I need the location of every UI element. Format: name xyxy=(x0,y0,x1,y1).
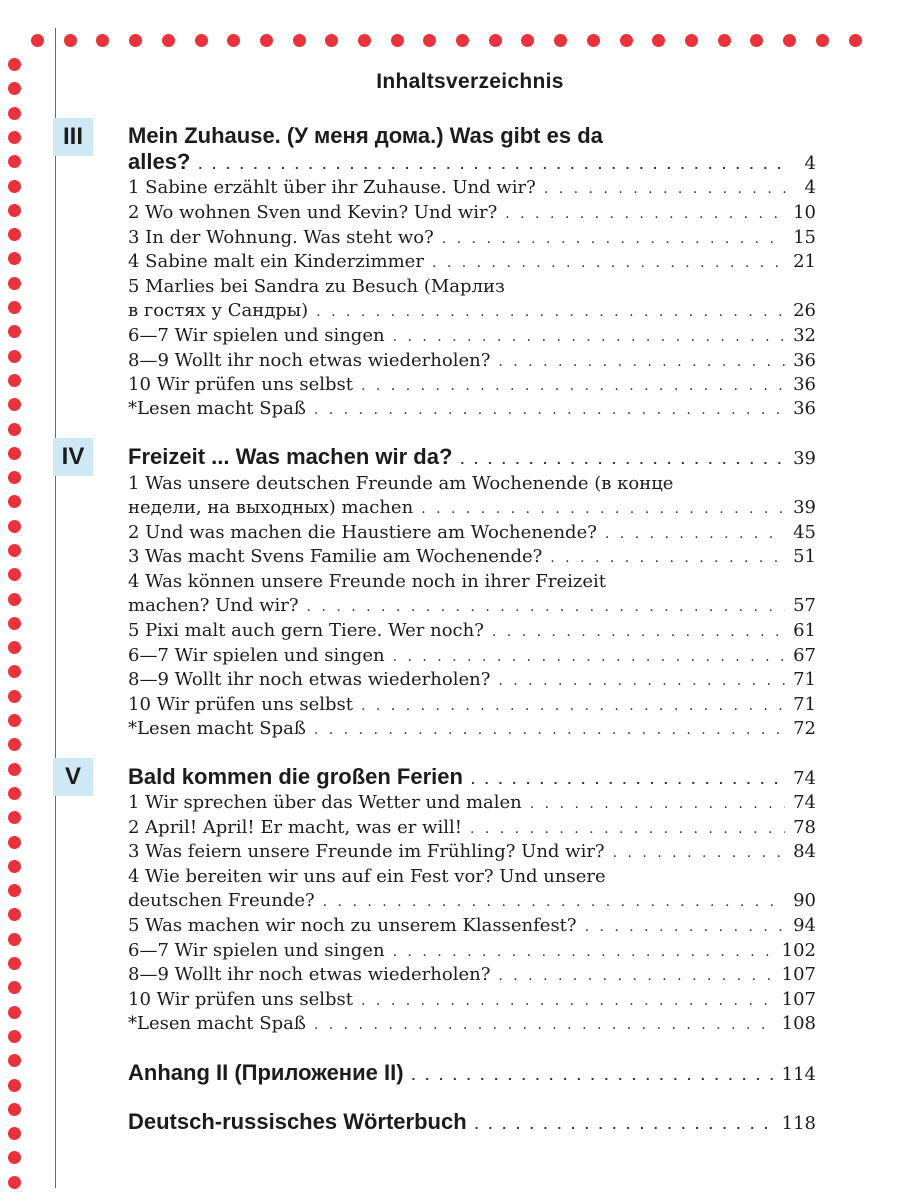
border-dot xyxy=(8,107,21,120)
border-dot xyxy=(8,1030,21,1043)
border-dot xyxy=(8,398,21,411)
border-dot xyxy=(8,1176,21,1189)
border-dot xyxy=(8,1127,21,1140)
toc-entry: *Lesen macht Spaß . . . 72 xyxy=(128,717,816,741)
border-dot xyxy=(260,34,273,47)
border-dot xyxy=(8,204,21,217)
appendix-entry: Anhang II (Приложение II) . . . 114 xyxy=(128,1058,816,1088)
toc-entry: 5 Pixi malt auch gern Tiere. Wer noch? . . . 61 xyxy=(128,619,816,643)
toc-entry: 10 Wir prüfen uns selbst . . . 71 xyxy=(128,693,816,717)
border-dot xyxy=(8,933,21,946)
toc-entry-line: 5 Marlies bei Sandra zu Besuch (Марлиз xyxy=(128,276,505,297)
toc-entry: в гостях у Сандры) . . . 26 xyxy=(128,299,816,323)
toc-entry: 1 Sabine erzählt über ihr Zuhause. Und wir? . . . 4 xyxy=(128,176,816,200)
border-dot xyxy=(8,665,21,678)
border-dot xyxy=(8,593,21,606)
toc-entry: 10 Wir prüfen uns selbst . . . 36 xyxy=(128,373,816,397)
border-dot xyxy=(31,34,44,47)
border-dot xyxy=(8,155,21,168)
border-dot xyxy=(8,471,21,484)
toc-entry: 3 Was feiern unsere Freunde im Frühling? Und wir? . . . 84 xyxy=(128,840,816,864)
toc-entry: machen? Und wir? . . . 57 xyxy=(128,594,816,618)
border-dot xyxy=(8,520,21,533)
border-dot xyxy=(8,641,21,654)
border-dot xyxy=(8,957,21,970)
border-dot xyxy=(8,1151,21,1164)
border-dot xyxy=(8,787,21,800)
unit-badge-iv: IV xyxy=(53,438,93,476)
unit-title-line: Mein Zuhause. (У меня дома.) Was gibt es da xyxy=(128,123,603,148)
border-dot xyxy=(8,836,21,849)
toc-entry: 6—7 Wir spielen und singen . . . 32 xyxy=(128,324,816,348)
toc-entry: 8—9 Wollt ihr noch etwas wiederholen? . . . 107 xyxy=(128,963,816,987)
border-dot xyxy=(8,738,21,751)
border-dot xyxy=(8,690,21,703)
unit-title-entry: alles? . . . 4 xyxy=(128,150,816,174)
border-dot xyxy=(521,34,534,47)
toc-entry: 8—9 Wollt ihr noch etwas wiederholen? . . . 36 xyxy=(128,349,816,373)
border-dot xyxy=(8,811,21,824)
border-dot xyxy=(358,34,371,47)
border-dot xyxy=(391,34,404,47)
border-dot xyxy=(8,1103,21,1116)
toc-entry: 6—7 Wir spielen und singen . . . 102 xyxy=(128,939,816,963)
border-dot xyxy=(8,301,21,314)
toc-entry: 6—7 Wir spielen und singen . . . 67 xyxy=(128,644,816,668)
border-dot xyxy=(8,568,21,581)
border-dot xyxy=(8,860,21,873)
toc-entry: *Lesen macht Spaß . . . 36 xyxy=(128,397,816,421)
border-dot xyxy=(8,714,21,727)
border-dot xyxy=(293,34,306,47)
border-dot xyxy=(8,908,21,921)
border-dot xyxy=(8,763,21,776)
border-dot xyxy=(8,1006,21,1019)
toc-entry: 3 Was macht Svens Familie am Wochenende? . . . 51 xyxy=(128,545,816,569)
border-dot xyxy=(8,131,21,144)
toc-entry: 5 Was machen wir noch zu unserem Klassenfest? . . . 94 xyxy=(128,914,816,938)
border-dot xyxy=(8,1079,21,1092)
border-dot xyxy=(8,495,21,508)
border-dot xyxy=(816,34,829,47)
toc-entry: 1 Wir sprechen über das Wetter und malen . . . 74 xyxy=(128,791,816,815)
unit-badge-iii: III xyxy=(53,118,93,156)
border-dot xyxy=(783,34,796,47)
toc-entry: 3 In der Wohnung. Was steht wo? . . . 15 xyxy=(128,226,816,250)
border-dot xyxy=(587,34,600,47)
border-dot xyxy=(8,423,21,436)
toc-entry-line: 4 Was können unsere Freunde noch in ihrer Freizeit xyxy=(128,571,607,592)
border-dot xyxy=(8,350,21,363)
border-dot xyxy=(8,252,21,265)
border-dot xyxy=(750,34,763,47)
border-dot xyxy=(8,228,21,241)
border-dot xyxy=(8,981,21,994)
unit-title-entry: Freizeit ... Was machen wir da? . . . 39 xyxy=(128,445,816,469)
border-dot xyxy=(8,277,21,290)
toc-entry: deutschen Freunde? . . . 90 xyxy=(128,889,816,913)
border-dot xyxy=(652,34,665,47)
border-dot xyxy=(8,325,21,338)
toc-entry: 2 April! April! Er macht, was er will! . . . 78 xyxy=(128,816,816,840)
margin-rule xyxy=(55,28,56,1188)
page-title: Inhaltsverzeichnis xyxy=(376,70,564,93)
border-dot xyxy=(849,34,862,47)
border-dot xyxy=(129,34,142,47)
border-dot xyxy=(8,544,21,557)
border-dot xyxy=(8,180,21,193)
toc-entry: 2 Und was machen die Haustiere am Wochenende? . . . 45 xyxy=(128,521,816,545)
border-dot xyxy=(489,34,502,47)
border-dot xyxy=(8,617,21,630)
border-dot xyxy=(8,374,21,387)
border-dot xyxy=(620,34,633,47)
border-dot xyxy=(162,34,175,47)
border-dot xyxy=(96,34,109,47)
border-dot xyxy=(8,1054,21,1067)
border-dot xyxy=(64,34,77,47)
unit-title-entry: Bald kommen die großen Ferien . . . 74 xyxy=(128,765,816,789)
border-dot xyxy=(8,884,21,897)
unit-badge-v: V xyxy=(53,758,93,796)
border-dot xyxy=(423,34,436,47)
border-dot xyxy=(685,34,698,47)
border-dot xyxy=(325,34,338,47)
toc-entry-line: 4 Wie bereiten wir uns auf ein Fest vor? Und unsere xyxy=(128,866,606,887)
toc-entry: 10 Wir prüfen uns selbst . . . 107 xyxy=(128,988,816,1012)
toc-entry: *Lesen macht Spaß . . . 108 xyxy=(128,1012,816,1036)
border-dot xyxy=(8,447,21,460)
toc-entry: 2 Wo wohnen Sven und Kevin? Und wir? . . . 10 xyxy=(128,201,816,225)
border-dot xyxy=(195,34,208,47)
toc-entry-line: 1 Was unsere deutschen Freunde am Wochenende (в конце xyxy=(128,473,674,494)
toc-entry: недели, на выходных) machen . . . 39 xyxy=(128,496,816,520)
toc-entry: 8—9 Wollt ihr noch etwas wiederholen? . . . 71 xyxy=(128,668,816,692)
border-dot xyxy=(718,34,731,47)
border-dot xyxy=(456,34,469,47)
toc-entry: 4 Sabine malt ein Kinderzimmer . . . 21 xyxy=(128,250,816,274)
border-dot xyxy=(554,34,567,47)
border-dot xyxy=(227,34,240,47)
dictionary-entry: Deutsch-russisches Wörterbuch . . . 118 xyxy=(128,1107,816,1137)
